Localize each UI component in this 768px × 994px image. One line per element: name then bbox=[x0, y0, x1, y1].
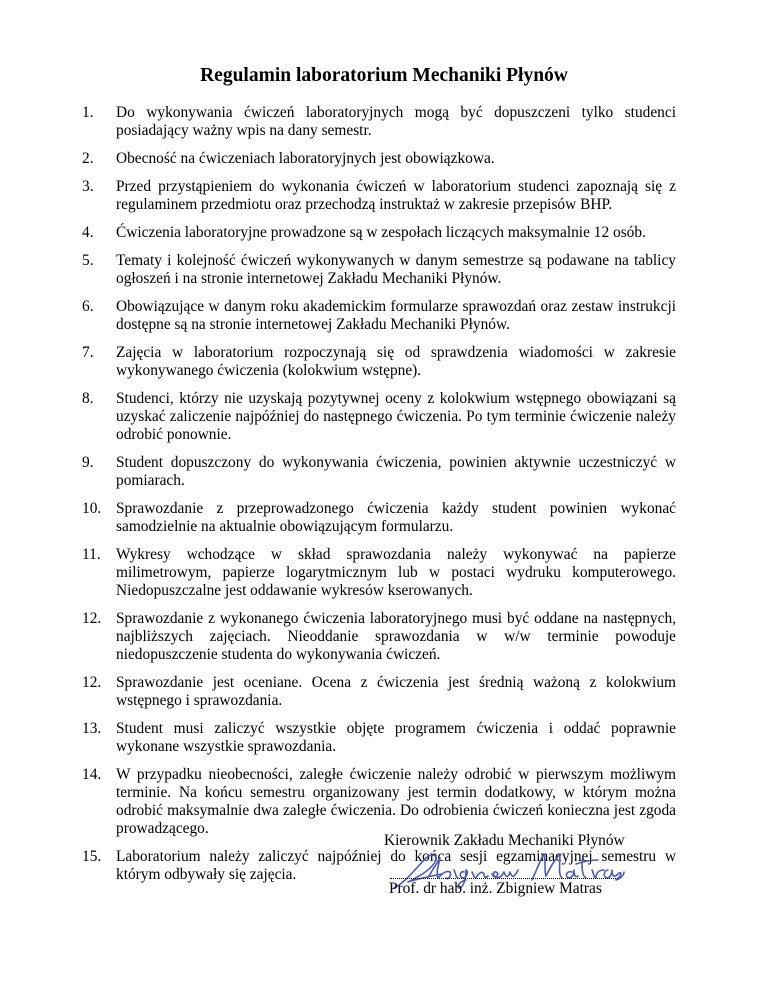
rule-text: Sprawozdanie z przeprowadzonego ćwiczenia każdy student powinien wykonać samodzielnie na aktualnie obowiązującym formularzu. bbox=[116, 500, 676, 535]
rule-number: 14. bbox=[82, 766, 102, 783]
rule-item bbox=[82, 252, 676, 288]
rule-number: 7. bbox=[82, 344, 94, 361]
rule-number: 12. bbox=[82, 674, 102, 691]
rule-item bbox=[82, 766, 676, 838]
rule-number: 1. bbox=[82, 104, 94, 121]
rule-number: 5. bbox=[82, 252, 94, 269]
rule-number: 12. bbox=[82, 610, 102, 627]
rule-item bbox=[82, 500, 676, 536]
signature-line bbox=[390, 876, 618, 879]
rule-number: 3. bbox=[82, 178, 94, 195]
rule-number: 10. bbox=[82, 500, 102, 517]
rule-text: Obowiązujące w danym roku akademickim formularze sprawozdań oraz zestaw instrukcji dostępne są na stronie internetowej Zakładu Mechaniki Płynów. bbox=[116, 298, 676, 333]
rule-text: Laboratorium należy zaliczyć najpóźniej do końca sesji egzaminacyjnej semestru w którym odbywały się zajęcia. bbox=[116, 848, 676, 883]
rule-text: Zajęcia w laboratorium rozpoczynają się od sprawdzenia wiadomości w zakresie wykonywanego ćwiczenia (kolokwium wstępne). bbox=[116, 344, 676, 379]
rule-item bbox=[82, 224, 676, 242]
rule-number: 11. bbox=[82, 546, 101, 563]
rule-text: Ćwiczenia laboratoryjne prowadzone są w zespołach liczących maksymalnie 12 osób. bbox=[116, 224, 646, 241]
rule-number: 4. bbox=[82, 224, 94, 241]
rule-item bbox=[82, 178, 676, 214]
rule-text: Wykresy wchodzące w skład sprawozdania należy wykonywać na papierze milimetrowym, papierze logarytmicznym lub w postaci wydruku komputerowego. Niedopuszczalne jest oddawanie wykresów kserowanych. bbox=[116, 546, 676, 599]
rule-item bbox=[82, 298, 676, 334]
signatory-role: Kierownik Zakładu Mechaniki Płynów bbox=[384, 832, 625, 849]
rule-text: Sprawozdanie z wykonanego ćwiczenia laboratoryjnego musi być oddane na następnych, najbliższych zajęciach. Nieoddanie sprawozdania w w/w terminie powoduje niedopuszczenie studenta do wykonywania ćwiczeń. bbox=[116, 610, 676, 663]
rule-item bbox=[82, 454, 676, 490]
rule-item bbox=[82, 610, 676, 664]
document-title: Regulamin laboratorium Mechaniki Płynów bbox=[200, 65, 568, 86]
rule-number: 15. bbox=[82, 848, 102, 865]
rule-item bbox=[82, 390, 676, 444]
rule-text: Student dopuszczony do wykonywania ćwiczenia, powinien aktywnie uczestniczyć w pomiarach. bbox=[116, 454, 676, 489]
rule-item bbox=[82, 150, 676, 168]
rule-number: 13. bbox=[82, 720, 102, 737]
rule-item bbox=[82, 344, 676, 380]
rule-text: Przed przystąpieniem do wykonania ćwiczeń w laboratorium studenci zapoznają się z regulaminem przedmiotu oraz przechodzą instruktaż w zakresie przepisów BHP. bbox=[116, 178, 676, 213]
rule-text: Obecność na ćwiczeniach laboratoryjnych jest obowiązkowa. bbox=[116, 150, 495, 167]
rule-text: Student musi zaliczyć wszystkie objęte programem ćwiczenia i oddać poprawnie wykonane wszystkie sprawozdania. bbox=[116, 720, 676, 755]
rules-list bbox=[82, 104, 676, 894]
rule-item bbox=[82, 104, 676, 140]
rule-text: Do wykonywania ćwiczeń laboratoryjnych mogą być dopuszczeni tylko studenci posiadający ważny wpis na dany semestr. bbox=[116, 104, 676, 139]
rule-text: Studenci, którzy nie uzyskają pozytywnej oceny z kolokwium wstępnego obowiązani są uzyskać zaliczenie najpóźniej do następnego ćwiczenia. Po tym terminie ćwiczenie należy odrobić ponownie. bbox=[116, 390, 676, 443]
rule-text: W przypadku nieobecności, zaległe ćwiczenie należy odrobić w pierwszym możliwym terminie. Na końcu semestru organizowany jest termin dodatkowy, w którym można odrobić maksymalnie dwa zaległe ćwiczenia. Do odrobienia ćwiczeń konieczna jest zgoda prowadzącego. bbox=[116, 766, 676, 837]
rule-item bbox=[82, 674, 676, 710]
rule-number: 8. bbox=[82, 390, 94, 407]
rule-item bbox=[82, 546, 676, 600]
rule-text: Tematy i kolejność ćwiczeń wykonywanych w danym semestrze są podawane na tablicy ogłoszeń i na stronie internetowej Zakładu Mechaniki Płynów. bbox=[116, 252, 676, 287]
rule-item bbox=[82, 720, 676, 756]
rule-number: 9. bbox=[82, 454, 94, 471]
signatory-name: Prof. dr hab. inż. Zbigniew Matras bbox=[389, 880, 602, 897]
rule-number: 2. bbox=[82, 150, 94, 167]
rule-text: Sprawozdanie jest oceniane. Ocena z ćwiczenia jest średnią ważoną z kolokwium wstępnego i sprawozdania. bbox=[116, 674, 676, 709]
rule-number: 6. bbox=[82, 298, 94, 315]
